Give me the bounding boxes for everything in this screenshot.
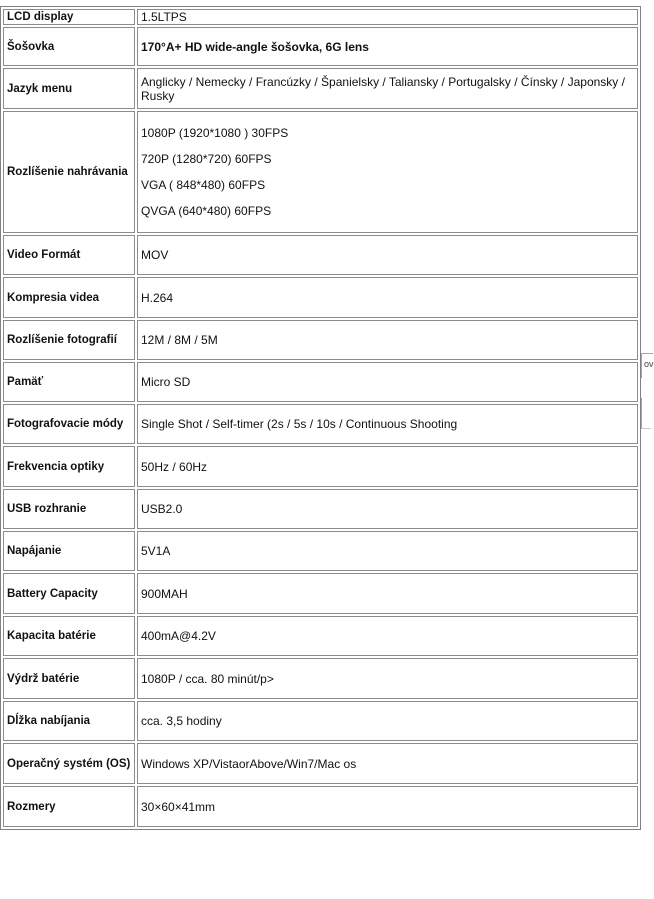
spec-row — [3, 235, 638, 275]
edge-fragment: ov — [641, 353, 653, 378]
spec-label: Battery Capacity — [3, 573, 135, 614]
spec-label: Dĺžka nabíjania — [3, 701, 135, 741]
spec-value: Micro SD — [137, 362, 638, 402]
spec-table — [0, 6, 641, 830]
spec-row — [3, 362, 638, 402]
spec-label: Operačný systém (OS) — [3, 743, 135, 784]
spec-row — [3, 701, 638, 741]
spec-value-line: 720P (1280*720) 60FPS — [141, 152, 272, 166]
spec-label: Napájanie — [3, 531, 135, 571]
spec-label: Kapacita batérie — [3, 616, 135, 656]
spec-label: Šošovka — [3, 27, 135, 66]
spec-row — [3, 786, 638, 827]
spec-row — [3, 68, 638, 109]
spec-value: 900MAH — [137, 573, 638, 614]
spec-table-body — [3, 9, 638, 827]
spec-value: 30×60×41mm — [137, 786, 638, 827]
spec-row — [3, 277, 638, 318]
spec-row — [3, 489, 638, 529]
spec-label: Video Formát — [3, 235, 135, 275]
edge-divider — [641, 398, 651, 429]
spec-row — [3, 616, 638, 656]
spec-row — [3, 531, 638, 571]
spec-value: 1.5LTPS — [137, 9, 638, 25]
spec-row — [3, 27, 638, 66]
spec-value: 170°A+ HD wide-angle šošovka, 6G lens — [137, 27, 638, 66]
spec-value-line: 1080P (1920*1080 ) 30FPS — [141, 126, 289, 140]
spec-label: Jazyk menu — [3, 68, 135, 109]
spec-value-line: QVGA (640*480) 60FPS — [141, 204, 272, 218]
spec-row — [3, 658, 638, 699]
spec-label: USB rozhranie — [3, 489, 135, 529]
spec-label: Kompresia videa — [3, 277, 135, 318]
spec-value: MOV — [137, 235, 638, 275]
spec-value: 50Hz / 60Hz — [137, 446, 638, 487]
spec-row — [3, 111, 638, 233]
spec-row — [3, 404, 638, 444]
spec-label: Fotografovacie módy — [3, 404, 135, 444]
spec-row — [3, 743, 638, 784]
spec-row — [3, 573, 638, 614]
spec-label: Rozmery — [3, 786, 135, 827]
spec-label: Frekvencia optiky — [3, 446, 135, 487]
spec-value: 12M / 8M / 5M — [137, 320, 638, 360]
spec-value: USB2.0 — [137, 489, 638, 529]
spec-row — [3, 9, 638, 25]
spec-value: Single Shot / Self-timer (2s / 5s / 10s / Continuous Shooting — [137, 404, 638, 444]
spec-label: Rozlíšenie fotografií — [3, 320, 135, 360]
spec-value-line: VGA ( 848*480) 60FPS — [141, 178, 266, 192]
spec-value: Windows XP/VistaorAbove/Win7/Mac os — [137, 743, 638, 784]
spec-value: 1080P / cca. 80 minút/p> — [137, 658, 638, 699]
spec-value: Anglicky / Nemecky / Francúzky / Španielsky / Taliansky / Portugalsky / Čínsky / Japonsky / Rusky — [137, 68, 638, 109]
spec-label: Výdrž batérie — [3, 658, 135, 699]
spec-value — [137, 111, 638, 233]
spec-label: Pamäť — [3, 362, 135, 402]
spec-value: 5V1A — [137, 531, 638, 571]
spec-label: LCD display — [3, 9, 135, 25]
spec-row — [3, 446, 638, 487]
spec-label: Rozlíšenie nahrávania — [3, 111, 135, 233]
spec-value: cca. 3,5 hodiny — [137, 701, 638, 741]
spec-row — [3, 320, 638, 360]
spec-value: H.264 — [137, 277, 638, 318]
spec-value: 400mA@4.2V — [137, 616, 638, 656]
